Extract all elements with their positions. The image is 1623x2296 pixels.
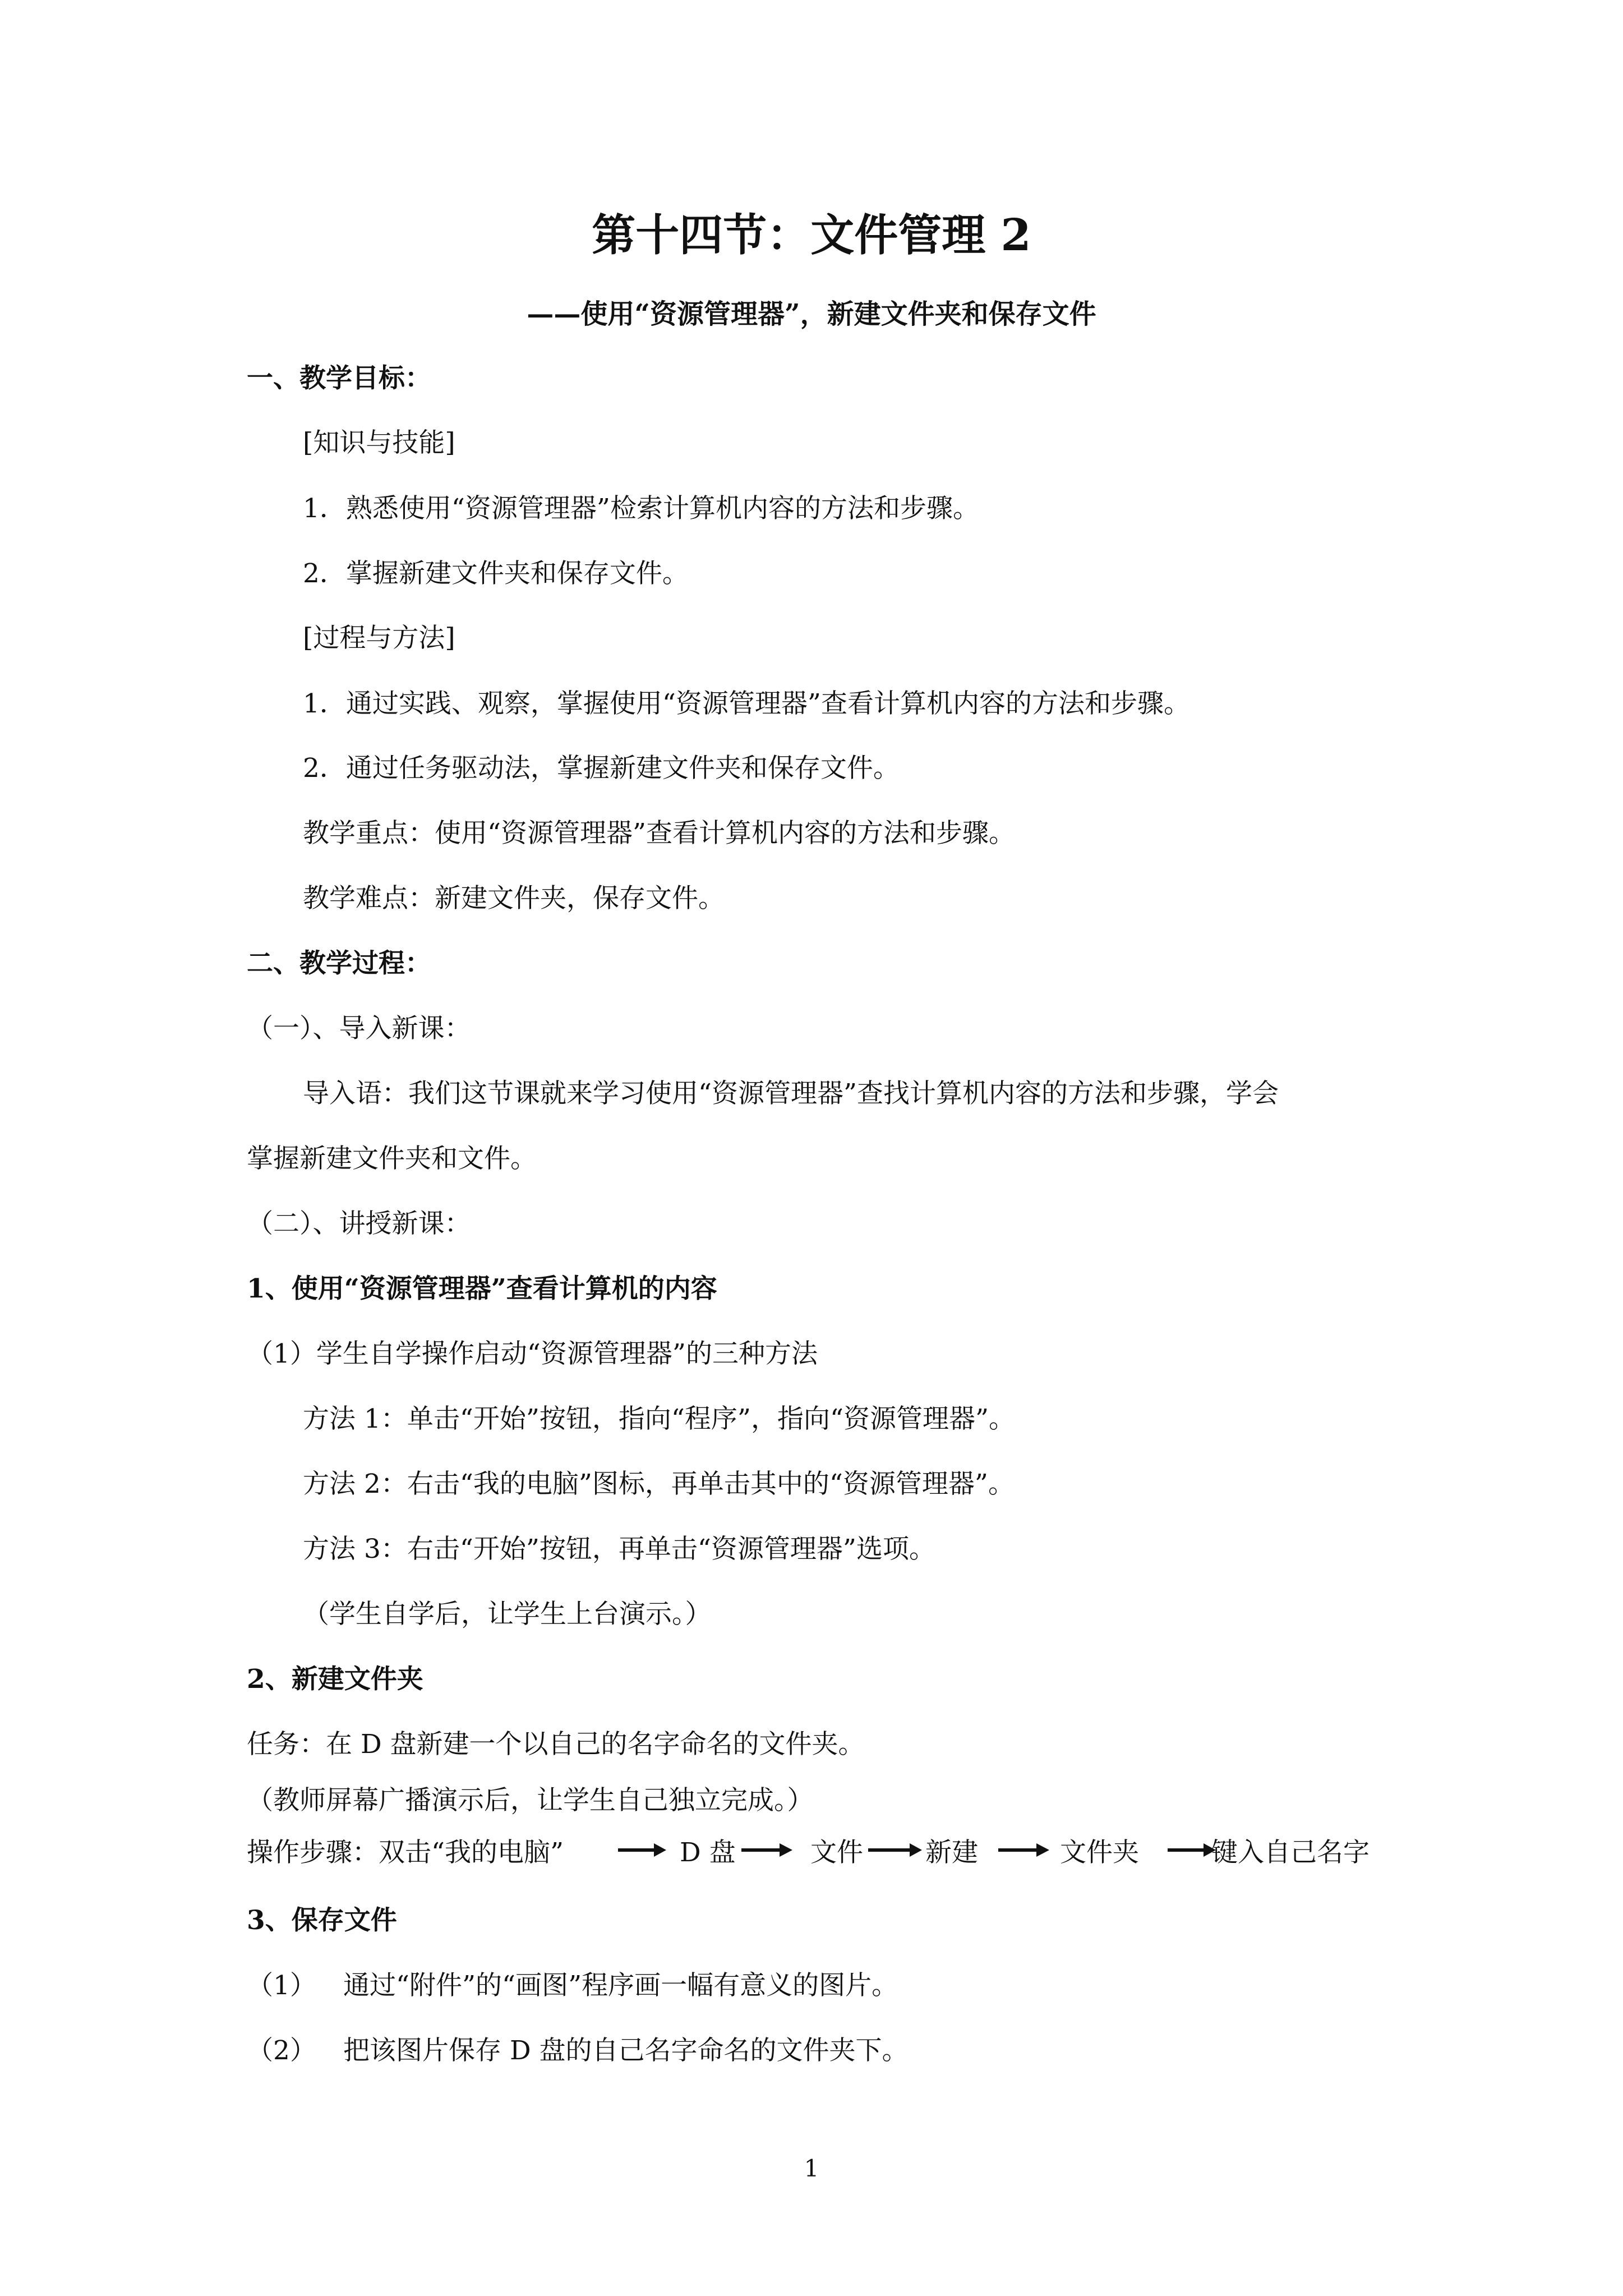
steps-label: 操作步骤：双击“我的电脑”	[247, 1837, 564, 1868]
step-type-name: 键入自己名字	[1211, 1837, 1370, 1868]
method-1: 方法 1：单击“开始”按钮，指向“程序”，指向“资源管理器”。	[303, 1404, 1016, 1434]
right-arrow-icon	[867, 1833, 923, 1872]
task-note: （教师屏幕广播演示后，让学生自己独立完成。）	[247, 1785, 814, 1816]
operation-steps	[247, 1833, 1399, 1872]
part1-heading: 1、使用“资源管理器”查看计算机的内容	[247, 1273, 717, 1304]
page-subtitle: ——使用“资源管理器”，新建文件夹和保存文件	[527, 298, 1096, 330]
knowledge-item-2: 2．掌握新建文件夹和保存文件。	[303, 558, 689, 589]
difficulty-point: 教学难点：新建文件夹，保存文件。	[303, 883, 725, 914]
right-arrow-icon	[1166, 1833, 1217, 1872]
step-new: 新建	[925, 1837, 978, 1868]
save-item-1-text: 通过“附件”的“画图”程序画一幅有意义的图片。	[343, 1970, 898, 2001]
step-d-drive: D 盘	[680, 1837, 736, 1868]
part3-heading: 3、保存文件	[247, 1905, 397, 1936]
methods-note: （学生自学后，让学生上台演示。）	[303, 1599, 712, 1630]
task-text: 任务：在 D 盘新建一个以自己的名字命名的文件夹。	[247, 1729, 865, 1760]
intro-heading: （一）、导入新课：	[247, 1013, 471, 1044]
save-item-2-text: 把该图片保存 D 盘的自己名字命名的文件夹下。	[343, 2035, 909, 2066]
method-3: 方法 3：右击“开始”按钮，再单击“资源管理器”选项。	[303, 1534, 935, 1565]
intro-text-line-2: 掌握新建文件夹和文件。	[247, 1143, 537, 1174]
knowledge-item-1: 1．熟悉使用“资源管理器”检索计算机内容的方法和步骤。	[303, 493, 979, 524]
lecture-heading: （二）、讲授新课：	[247, 1208, 471, 1239]
process-item-2: 2．通过任务驱动法，掌握新建文件夹和保存文件。	[303, 753, 900, 784]
section-heading-objectives: 一、教学目标：	[247, 363, 431, 394]
page-number: 1	[804, 2155, 819, 2182]
right-arrow-icon	[740, 1833, 794, 1872]
knowledge-heading: [知识与技能]	[303, 427, 455, 458]
part2-heading: 2、新建文件夹	[247, 1664, 423, 1695]
process-item-1: 1．通过实践、观察，掌握使用“资源管理器”查看计算机内容的方法和步骤。	[303, 688, 1190, 719]
step-file: 文件	[810, 1837, 863, 1868]
part1-subheading: （1）学生自学操作启动“资源管理器”的三种方法	[247, 1338, 818, 1369]
page-title: 第十四节：文件管理 2	[592, 210, 1031, 261]
process-heading: [过程与方法]	[303, 623, 455, 654]
right-arrow-icon	[617, 1833, 667, 1872]
right-arrow-icon	[997, 1833, 1050, 1872]
method-2: 方法 2：右击“我的电脑”图标，再单击其中的“资源管理器”。	[303, 1469, 1015, 1499]
save-item-2-num: （2）	[247, 2035, 316, 2066]
key-point: 教学重点：使用“资源管理器”查看计算机内容的方法和步骤。	[303, 818, 1016, 849]
step-folder: 文件夹	[1060, 1837, 1139, 1868]
intro-text-line-1: 导入语：我们这节课就来学习使用“资源管理器”查找计算机内容的方法和步骤，学会	[303, 1078, 1279, 1109]
save-item-1-num: （1）	[247, 1970, 316, 2001]
section-heading-process: 二、教学过程：	[247, 948, 431, 979]
